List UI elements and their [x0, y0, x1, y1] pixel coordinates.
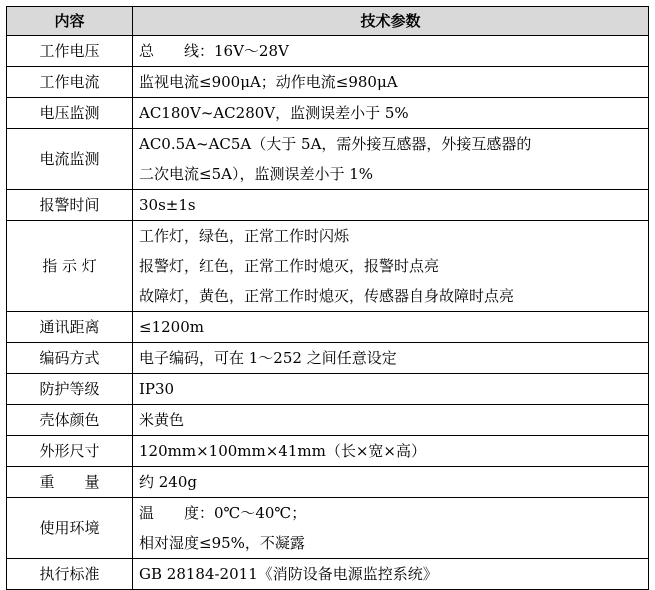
- param-name: 防护等级: [7, 374, 133, 405]
- param-name: 通讯距离: [7, 312, 133, 343]
- param-value: [133, 436, 649, 467]
- param-value: [133, 190, 649, 221]
- param-value-line: 监视电流≤900μA；动作电流≤980μA: [139, 73, 398, 91]
- param-value: [133, 343, 649, 374]
- param-value-line: 120mm×100mm×41mm（长×宽×高）: [139, 442, 426, 460]
- param-name: 报警时间: [7, 190, 133, 221]
- table-row: [7, 343, 649, 374]
- param-value-line: AC180V~AC280V，监测误差小于 5%: [139, 104, 409, 122]
- param-value: [133, 129, 649, 190]
- param-name: 使用环境: [7, 498, 133, 559]
- param-name: 工作电流: [7, 67, 133, 98]
- param-value-line: IP30: [139, 380, 175, 398]
- param-value-line: ≤1200m: [139, 318, 204, 336]
- param-value: [133, 498, 649, 559]
- table-row: [7, 129, 649, 190]
- param-name: 执行标准: [7, 559, 133, 590]
- table-row: [7, 405, 649, 436]
- table-row: [7, 312, 649, 343]
- param-value-line: 故障灯，黄色，正常工作时熄灭，传感器自身故障时点亮: [139, 287, 515, 305]
- table-row: [7, 190, 649, 221]
- param-name: 指 示 灯: [7, 221, 133, 312]
- param-value-line: AC0.5A~AC5A（大于 5A，需外接互感器，外接互感器的: [139, 135, 532, 153]
- param-value-line: 总 线：16V～28V: [139, 42, 289, 60]
- param-value: [133, 221, 649, 312]
- table-row: [7, 221, 649, 312]
- table-row: [7, 436, 649, 467]
- param-name: 电压监测: [7, 98, 133, 129]
- param-value: [133, 374, 649, 405]
- param-value: [133, 467, 649, 498]
- param-name: 外形尺寸: [7, 436, 133, 467]
- param-value-line: GB 28184-2011《消防设备电源监控系统》: [139, 565, 438, 583]
- param-value-line: 二次电流≤5A），监测误差小于 1%: [139, 165, 374, 183]
- table-row: [7, 98, 649, 129]
- param-value: [133, 98, 649, 129]
- header-content: 内容: [7, 7, 133, 36]
- param-value: [133, 312, 649, 343]
- table-row: [7, 467, 649, 498]
- spec-table: [6, 6, 649, 590]
- header-row: [7, 7, 649, 36]
- param-name: 壳体颜色: [7, 405, 133, 436]
- table-row: [7, 374, 649, 405]
- table-row: [7, 36, 649, 67]
- param-name: 编码方式: [7, 343, 133, 374]
- param-name: 工作电压: [7, 36, 133, 67]
- param-value-line: 30s±1s: [139, 196, 196, 214]
- table-row: [7, 67, 649, 98]
- param-value: [133, 67, 649, 98]
- param-value-line: 工作灯，绿色，正常工作时闪烁: [139, 227, 350, 245]
- param-value-line: 报警灯，红色，正常工作时熄灭，报警时点亮: [139, 257, 440, 275]
- table-row: [7, 498, 649, 559]
- param-name: 电流监测: [7, 129, 133, 190]
- header-tech-params: 技术参数: [133, 7, 649, 36]
- param-value: [133, 405, 649, 436]
- param-value-line: 约 240g: [139, 473, 198, 491]
- param-value: [133, 36, 649, 67]
- param-name: 重 量: [7, 467, 133, 498]
- param-value-line: 电子编码，可在 1～252 之间任意设定: [139, 349, 397, 367]
- param-value-line: 米黄色: [139, 411, 185, 429]
- param-value-line: 温 度：0℃～40℃；: [139, 504, 307, 522]
- param-value-line: 相对湿度≤95%，不凝露: [139, 534, 305, 552]
